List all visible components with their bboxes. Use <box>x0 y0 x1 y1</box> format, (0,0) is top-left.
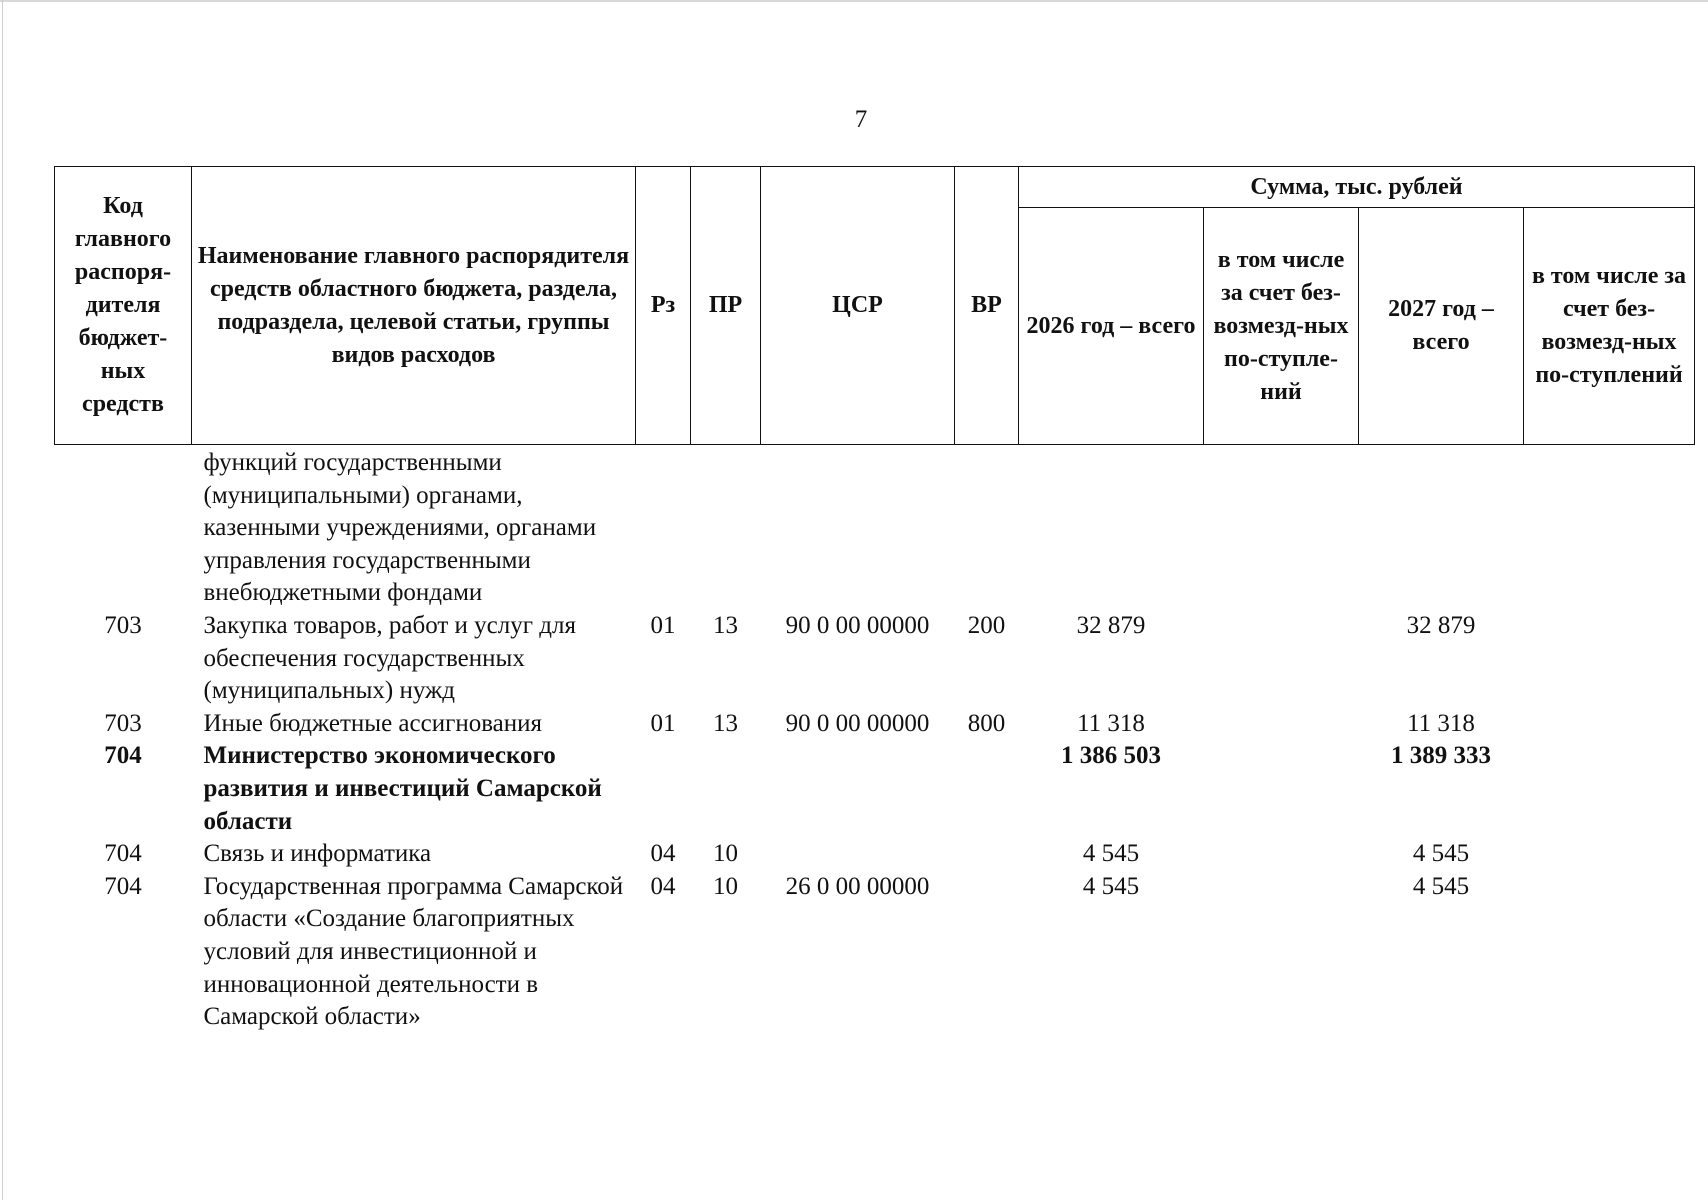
header-rz: Рз <box>636 167 691 445</box>
cell-rz: 01 <box>650 611 676 639</box>
cell-name: функций государственными (муниципальными) органами, казенными учреждениями, органами управления государственными внебюджетными фондами <box>203 449 597 607</box>
cell-2026-total: 32 879 <box>1076 611 1146 639</box>
table-header <box>55 167 1695 445</box>
cell-csr: 90 0 00 00000 <box>785 611 930 639</box>
header-2026-total: 2026 год – всего <box>1019 208 1204 445</box>
cell-code: 703 <box>104 709 142 737</box>
table-row <box>55 871 1695 1034</box>
cell-2026-free <box>1204 610 1359 708</box>
cell-name: Закупка товаров, работ и услуг для обеспечения государственных (муниципальных) нужд <box>203 611 576 705</box>
cell-code: 704 <box>104 742 142 770</box>
cell-2027-total <box>1359 445 1524 610</box>
page-edge-top <box>0 0 1708 2</box>
cell-name: Связь и информатика <box>203 840 432 868</box>
cell-2027-free <box>1524 610 1695 708</box>
cell-2026-total: 4 545 <box>1082 840 1140 868</box>
cell-2026-free <box>1204 838 1359 871</box>
page-edge-left <box>2 0 3 1200</box>
cell-csr <box>761 445 955 610</box>
cell-vr: 200 <box>967 611 1006 639</box>
cell-name: Государственная программа Самарской области «Создание благоприятных условий для инвестиционной и инновационной деятельности в Самарской области» <box>203 872 624 1031</box>
table-row <box>55 708 1695 741</box>
header-2027-total: 2027 год – всего <box>1359 208 1524 445</box>
cell-vr: 800 <box>967 709 1006 737</box>
cell-2026-total: 1 386 503 <box>1061 742 1161 770</box>
table-row <box>55 445 1695 610</box>
cell-rz: 04 <box>650 840 676 868</box>
cell-rz: 01 <box>650 709 676 737</box>
cell-2026-free <box>1204 708 1359 741</box>
header-vr: ВР <box>955 167 1019 445</box>
cell-name: Иные бюджетные ассигнования <box>203 709 543 737</box>
cell-2027-free <box>1524 708 1695 741</box>
cell-2026-total: 11 318 <box>1077 709 1145 737</box>
cell-2027-total: 32 879 <box>1406 611 1476 639</box>
cell-2027-free <box>1524 740 1695 838</box>
cell-rz <box>636 740 691 838</box>
cell-pr <box>691 740 761 838</box>
header-2027-free: в том числе за счет без-возмезд-ных по-ступлений <box>1524 208 1695 445</box>
cell-2027-total: 11 318 <box>1407 709 1475 737</box>
cell-csr: 90 0 00 00000 <box>785 709 930 737</box>
header-summa: Сумма, тыс. рублей <box>1019 167 1695 208</box>
cell-code: 703 <box>104 611 142 639</box>
cell-code: 704 <box>104 872 142 900</box>
cell-2027-free <box>1524 445 1695 610</box>
header-2026-free: в том числе за счет без-возмезд-ных по-ступле-ний <box>1204 208 1359 445</box>
cell-pr: 10 <box>713 840 738 868</box>
page-number: 7 <box>854 106 868 133</box>
cell-pr: 13 <box>713 611 738 639</box>
header-csr: ЦСР <box>761 167 955 445</box>
cell-code <box>55 445 192 610</box>
cell-pr: 13 <box>713 709 738 737</box>
cell-vr <box>955 445 1019 610</box>
header-code: Код главного распоря-дителя бюджет-ных средств <box>55 167 192 445</box>
cell-pr: 10 <box>713 872 738 900</box>
cell-vr <box>955 838 1019 871</box>
cell-vr <box>955 871 1019 1034</box>
cell-2027-total: 4 545 <box>1412 872 1470 900</box>
budget-table <box>54 166 1695 1034</box>
cell-2026-free <box>1204 871 1359 1034</box>
table-row <box>55 740 1695 838</box>
table-body <box>55 445 1695 1034</box>
cell-csr: 26 0 00 00000 <box>785 872 930 900</box>
cell-2026-free <box>1204 740 1359 838</box>
cell-rz: 04 <box>650 872 676 900</box>
cell-name: Министерство экономического развития и инвестиций Самарской области <box>203 742 602 835</box>
table-row <box>55 838 1695 871</box>
cell-2027-free <box>1524 871 1695 1034</box>
header-pr: ПР <box>691 167 761 445</box>
cell-2027-total: 4 545 <box>1412 840 1470 868</box>
cell-2026-total <box>1019 445 1204 610</box>
cell-csr <box>761 740 955 838</box>
cell-csr <box>761 838 955 871</box>
cell-2026-total: 4 545 <box>1082 872 1140 900</box>
cell-2026-free <box>1204 445 1359 610</box>
header-name: Наименование главного распорядителя средств областного бюджета, раздела, подраздела, целевой статьи, группы видов расходов <box>192 167 636 445</box>
cell-vr <box>955 740 1019 838</box>
cell-rz <box>636 445 691 610</box>
cell-code: 704 <box>104 840 142 868</box>
cell-2027-total: 1 389 333 <box>1391 742 1491 770</box>
cell-pr <box>691 445 761 610</box>
cell-2027-free <box>1524 838 1695 871</box>
table-row <box>55 610 1695 708</box>
